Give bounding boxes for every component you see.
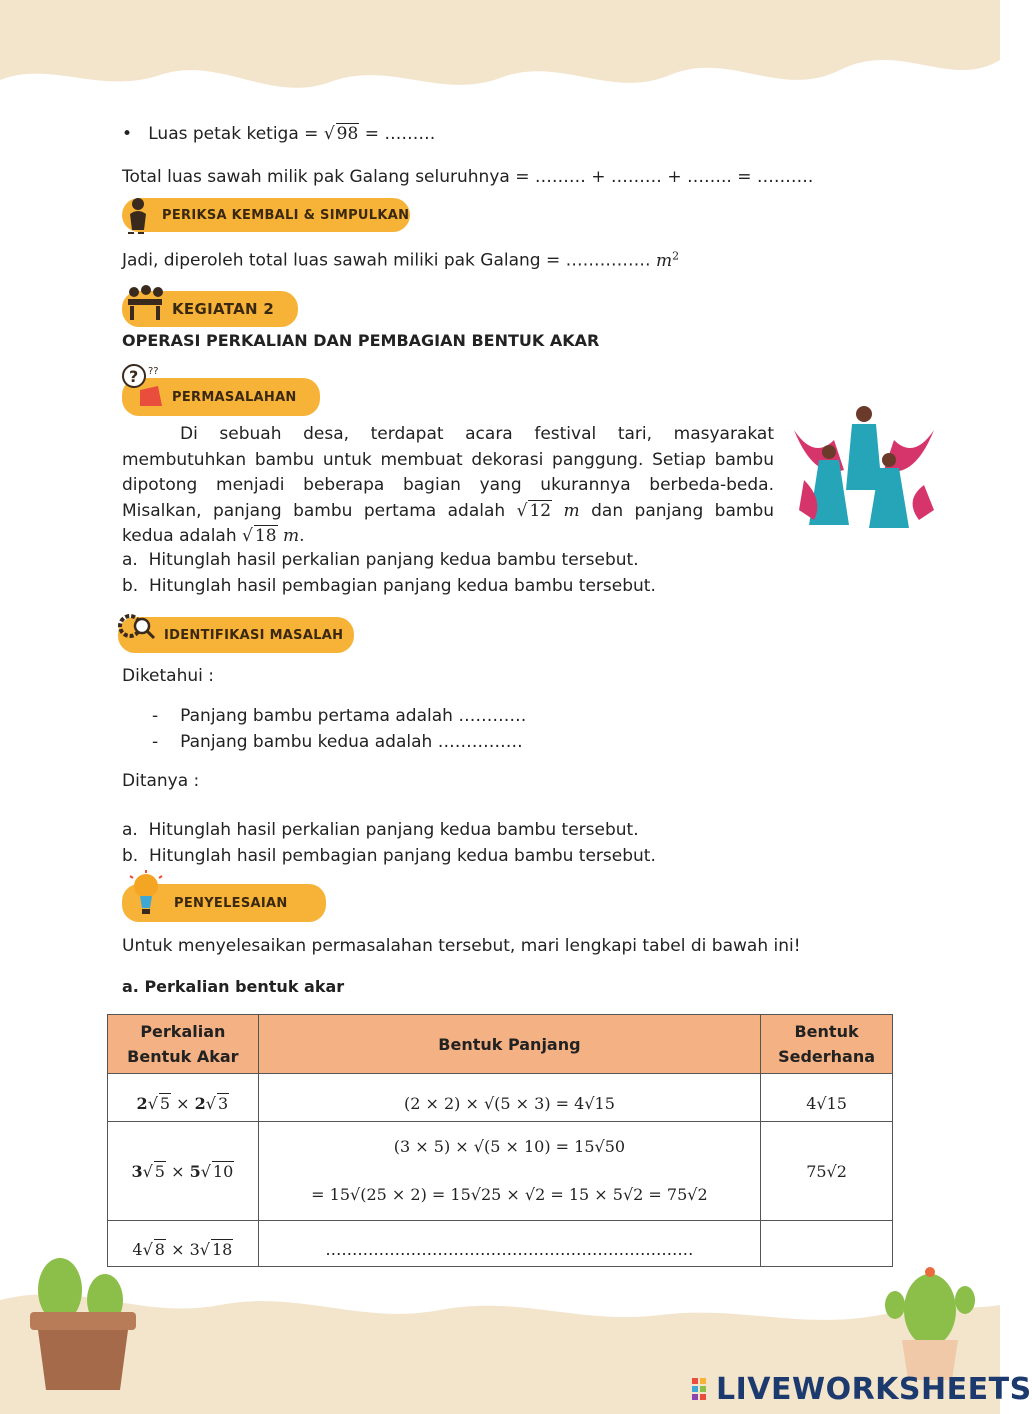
unit-exponent: 2 [672,249,680,262]
problem-text: Di sebuah desa, terdapat acara festival tari, masyarakat membutuhkan bambu untuk membuat dekorasi panggung. Setiap bambu dipotong menjadi beberapa bagian yang ukurannya berbeda-beda. Misalkan, panjang bambu pertama adalah [122,424,774,521]
known-1-text: Panjang bambu pertama adalah [180,706,453,726]
diketahui-label: Diketahui : [122,666,214,686]
row2-simple: 75√2 [761,1122,893,1221]
row1-coef-a: 2 [136,1093,148,1113]
header-bentuk-panjang: Bentuk Panjang [258,1015,760,1074]
banner-identifikasi-label: IDENTIFIKASI MASALAH [164,627,344,643]
problem-paragraph: Di sebuah desa, terdapat acara festival tari, masyarakat membutuhkan bambu untuk membuat dekorasi panggung. Setiap bambu dipotong menjadi beberapa bagian yang ukurannya berbeda-beda. Misalkan, panjang bambu pertama adalah √ 12 m dan panjang bambu kedua adalah √ 18 m. [122,424,775,546]
conclusion-label: Jadi, diperoleh total luas sawah miliki pak Galang = [122,250,561,271]
header-bentuk-sederhana: Bentuk Sederhana [761,1015,893,1074]
question-a [122,550,639,570]
root-18: 18 [254,526,277,546]
banner-kegiatan-label: KEGIATAN 2 [172,300,275,318]
gear-magnifier-icon [112,604,160,652]
unit-m: m [656,250,673,271]
group-discussion-icon [122,282,166,326]
known-2-dash: - [152,732,159,752]
asked-a [122,820,639,840]
row2-long-line1: (3 × 5) × √(5 × 10) = 15√50 [393,1137,626,1156]
cactus-left-icon [30,1258,136,1390]
luas-petak-ketiga-line: • Luas petak ketiga = √ 98 = ……… [122,124,436,144]
header-perkalian: Perkalian Bentuk Akar [108,1015,259,1074]
question-a-text: Hitunglah hasil perkalian panjang kedua bambu tersebut. [148,550,639,570]
question-person-icon [118,360,168,410]
question-b-text: Hitunglah hasil pembagian panjang kedua bambu tersebut. [149,576,656,596]
banner-penyelesaian-label: PENYELESAIAN [174,895,288,911]
known-2-text: Panjang bambu kedua adalah [180,732,433,752]
ditanya-label: Ditanya : [122,771,200,791]
row1-expression: 2√ 5 × 2√ 3 [108,1074,259,1122]
row2-expression: 3√ 5 × 5√ 10 [108,1122,259,1221]
row1-long: (2 × 2) × √(5 × 3) = 4√15 [258,1074,760,1122]
row3-coef-a: 4 [132,1239,143,1259]
row3-long-input[interactable]: …………………………………………………………… [258,1221,760,1267]
row3-coef-b: 3 [189,1239,200,1259]
blank-total-4[interactable]: ………. [756,167,814,187]
unit-m-1: m [563,500,580,521]
asked-b-text: Hitunglah hasil pembagian panjang kedua bambu tersebut. [149,846,656,866]
row3-root-a: 8 [154,1239,165,1259]
total-luas-label: Total luas sawah milik pak Galang seluruhnya [122,167,510,187]
perkalian-table [107,1014,893,1267]
asked-b [122,846,656,866]
instruction-text: Untuk menyelesaikan permasalahan tersebut, mari lengkapi tabel di bawah ini! [122,936,801,956]
row3-root-b: 18 [211,1239,233,1259]
blank-ketiga[interactable]: ……… [384,124,436,144]
svg-text:?: ? [129,367,139,386]
person-thinking-icon [118,192,162,236]
root-12: 12 [529,500,552,521]
unit-m-2: m [282,526,300,546]
liveworksheets-logo-text[interactable]: LIVEWORKSHEETS [716,1372,1032,1407]
known-item-1 [152,706,526,726]
question-a-label: a. [122,550,138,570]
conclusion-blank[interactable]: …………… [565,250,651,271]
asked-b-label: b. [122,846,139,866]
known-1-blank[interactable]: ………… [458,706,527,726]
known-2-blank[interactable]: …………… [437,732,523,752]
blank-total-2[interactable]: ……… [610,167,662,187]
row1-simple: 4√15 [761,1074,893,1122]
row1-root-a: 5 [159,1093,171,1113]
question-b-label: b. [122,576,139,596]
blank-total-3[interactable]: …….. [686,167,732,187]
table-header-row [108,1015,893,1074]
banner-permasalahan-label: PERMASALAHAN [172,389,297,405]
row3-simple-input[interactable] [761,1221,893,1267]
dancers-illustration [784,400,944,535]
svg-text:??: ?? [148,366,159,377]
luas-ketiga-label: Luas petak ketiga [148,124,299,144]
row1-root-b: 3 [218,1093,229,1113]
table-row [108,1221,893,1267]
table-row [108,1074,893,1122]
row3-expression: 4√ 8 × 3√ 18 [108,1221,259,1267]
asked-a-text: Hitunglah hasil perkalian panjang kedua bambu tersebut. [148,820,639,840]
section-title: OPERASI PERKALIAN DAN PEMBAGIAN BENTUK AKAR [122,331,600,350]
row2-coef-a: 3 [131,1161,143,1181]
root-98: 98 [336,124,359,144]
liveworksheets-logo-icon [692,1378,714,1404]
conclusion-line [122,249,679,271]
blank-total-1[interactable]: ……… [534,167,586,187]
banner-periksa-kembali [122,198,410,232]
banner-periksa-label: PERIKSA KEMBALI & SIMPULKAN [162,207,410,223]
row2-root-b: 10 [212,1161,234,1181]
row2-long-line2: = 15√(25 × 2) = 15√25 × √2 = 15 × 5√2 = 75√2 [311,1185,708,1204]
lightbulb-icon [124,870,168,920]
bullet: • [122,124,143,144]
total-luas-line: Total luas sawah milik pak Galang seluruhnya = ……… + ……… + …….. = ………. [122,167,814,187]
top-wave-decoration [0,0,1000,110]
question-b [122,576,656,596]
problem-mid: dan panjang bambu kedua adalah [122,500,775,546]
row1-coef-b: 2 [194,1093,206,1113]
table-row [108,1122,893,1221]
row2-root-a: 5 [154,1161,165,1181]
known-item-2 [152,732,523,752]
asked-a-label: a. [122,820,138,840]
row2-coef-b: 5 [189,1161,201,1181]
subheading-perkalian: a. Perkalian bentuk akar [122,977,345,996]
known-1-dash: - [152,706,159,726]
row2-long [258,1122,760,1221]
